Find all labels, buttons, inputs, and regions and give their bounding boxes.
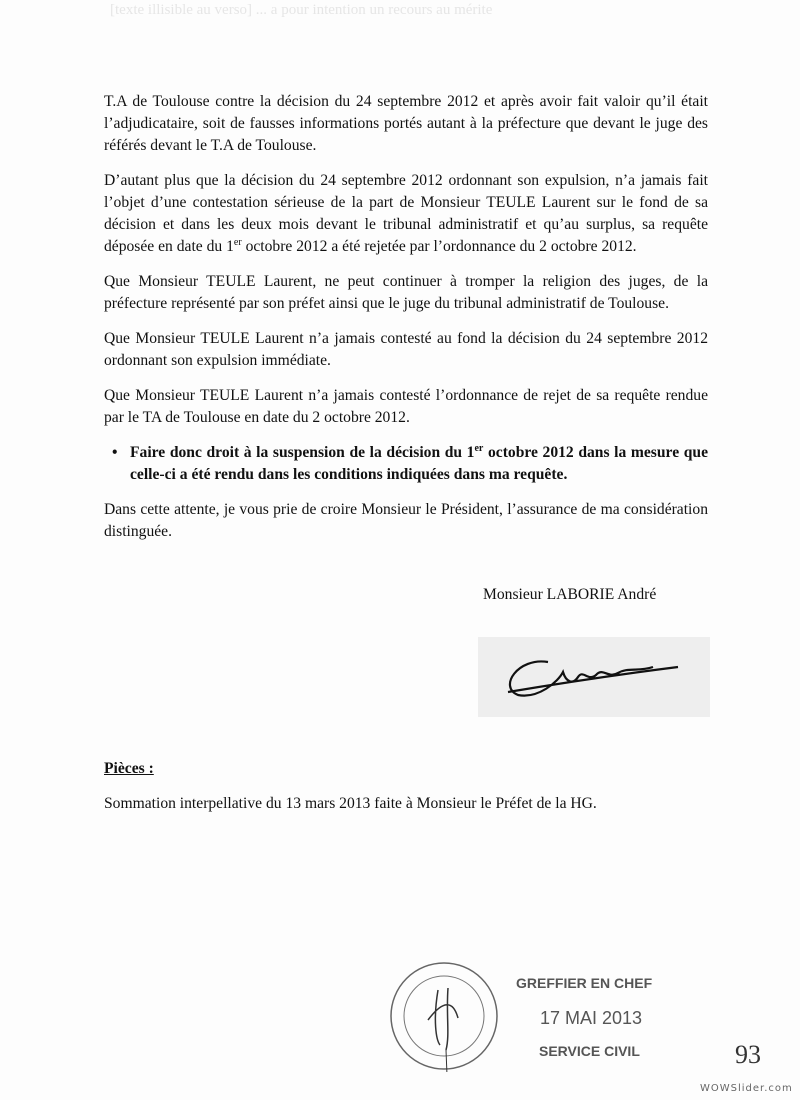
stamp-title: GREFFIER EN CHEF [516, 975, 653, 991]
closing-paragraph: Dans cette attente, je vous prie de croire Monsieur le Président, l’assurance de ma considération distinguée. [104, 501, 708, 540]
bullet-icon: • [112, 444, 118, 461]
paragraph-4: Que Monsieur TEULE Laurent n’a jamais contesté au fond la décision du 24 septembre 2012 ordonnant son expulsion immédiate. [104, 330, 708, 369]
stamp-date: 17 MAI 2013 [540, 1008, 643, 1028]
signatory-name: Monsieur LABORIE André [483, 586, 657, 603]
watermark: WOWSlider.com [700, 1083, 793, 1094]
pieces-item: Sommation interpellative du 13 mars 2013 faite à Monsieur le Préfet de la HG. [104, 795, 597, 812]
paragraph-3: Que Monsieur TEULE Laurent, ne peut continuer à tromper la religion des juges, de la préfecture représenté par son préfet ainsi que le juge du tribunal administratif de Toulouse. [104, 273, 708, 312]
paragraph-5: Que Monsieur TEULE Laurent n’a jamais contesté l’ordonnance de rejet de sa requête rendue par le TA de Toulouse en date du 2 octobre 2012. [104, 387, 708, 426]
pieces-heading: Pièces : [104, 760, 154, 777]
stamp-service: SERVICE CIVIL [539, 1043, 640, 1059]
signature-image [478, 637, 710, 717]
bullet-request: • Faire donc droit à la suspension de la décision du 1er octobre 2012 dans la mesure que celle-ci a été rendu dans les conditions indiquées dans ma requête. [112, 442, 708, 483]
paragraph-2: D’autant plus que la décision du 24 septembre 2012 ordonnant son expulsion, n’a jamais fait l’objet d’une contestation sérieuse de la part de Monsieur TEULE Laurent sur le fond de sa décision et dans les deux mois devant le tribunal administratif et qu’au surplus, sa requête déposée en date du 1er octobre 2012 a été rejetée par l’ordonnance du 2 octobre 2012. [104, 172, 708, 255]
bleed-through-text: [texte illisible au verso] ... a pour intention un recours au mérite [110, 2, 493, 18]
court-seal [388, 960, 500, 1072]
page-number: 93 [735, 1040, 761, 1069]
paragraph-1: T.A de Toulouse contre la décision du 24 septembre 2012 et après avoir fait valoir qu’il était l’adjudicataire, soit de fausses informations portés autant à la préfecture que devant le juge des référés devant le T.A de Toulouse. [104, 93, 708, 154]
